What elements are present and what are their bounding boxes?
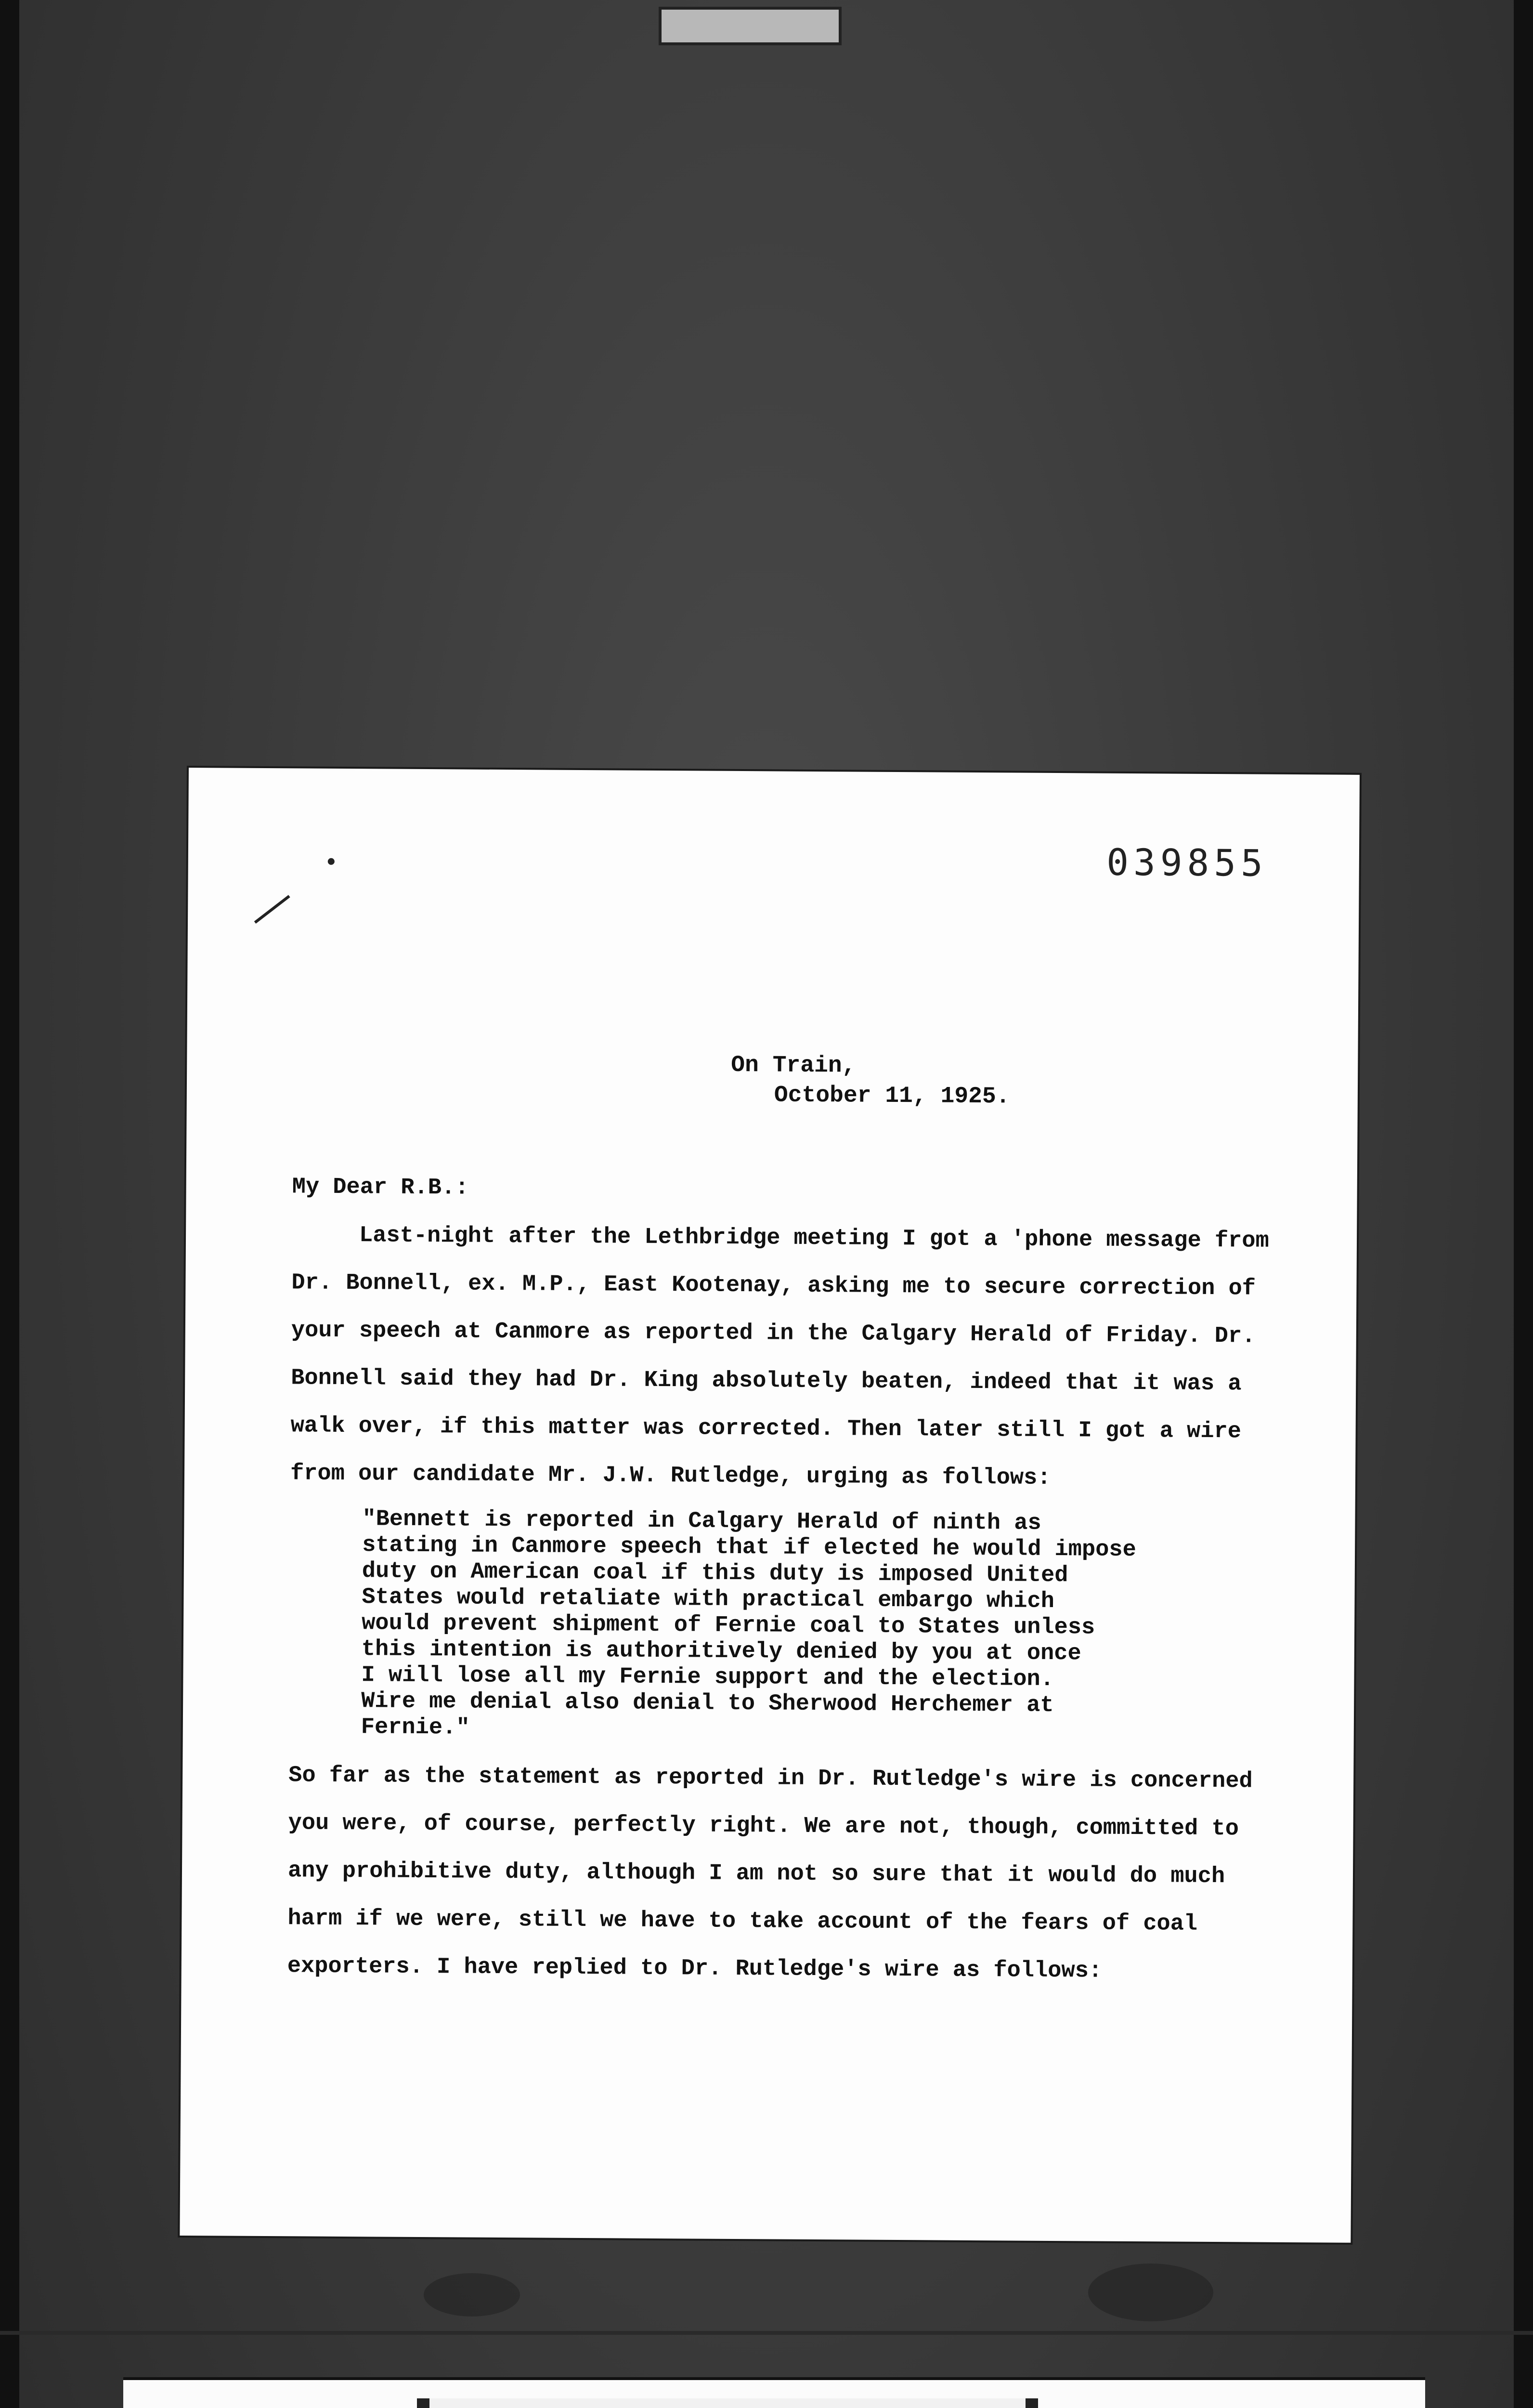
- letter-body: [287, 1168, 1293, 1996]
- paragraph: Last-night after the Lethbridge meeting I got a 'phone message from Dr. Bonnell, ex. M.P., East Kootenay, asking me to secure correction of your speech at Canmore as reported in the Calgary Herald of Friday. Dr. Bonnell said they had Dr. King absolutely beaten, indeed that it was a walk over, if this matter was corrected. Then later still I got a wire from our candidate Mr. J.W. Rutledge, urging as follows:: [290, 1223, 1269, 1491]
- pencil-mark: [254, 895, 290, 924]
- paper-mark: [328, 858, 335, 865]
- dateline-date: October 11, 1925.: [774, 1082, 1010, 1110]
- archive-label: [123, 2377, 1425, 2408]
- letter-page: [180, 768, 1360, 2243]
- quoted-telegram: "Bennett is reported in Calgary Herald of ninth as stating in Canmore speech that if elected he would impose duty on American coal if this duty is imposed United States would retaliate with practical embargo which would prevent shipment of Fernie coal to States unless this intention is authoritively denied by you at once I will lose all my Fernie support and the election. Wire me denial also denial to Sherwood Herchemer at Fernie.": [361, 1506, 1136, 1741]
- salutation: My Dear R.B.:: [292, 1174, 469, 1201]
- mounting-tab: [659, 7, 842, 45]
- dateline-place: On Train,: [731, 1052, 856, 1079]
- right-film-edge: [1514, 0, 1533, 2408]
- mount-board-line: [0, 2331, 1533, 2335]
- dateline: [731, 1050, 1010, 1112]
- collection-reference: [417, 2398, 1038, 2408]
- closing-paragraph: So far as the statement as reported in Dr. Rutledge's wire is concerned you were, of course, perfectly right. We are not, though, committed to any prohibitive duty, although I am not so sure that it would do much harm if we were, still we have to take account of the fears of coal exporters. I have replied to Dr. Rutledge's wire as follows:: [287, 1763, 1253, 1984]
- smudge: [424, 2273, 520, 2316]
- document-number: 039855: [1106, 840, 1268, 885]
- left-film-edge: [0, 0, 19, 2408]
- smudge: [1088, 2264, 1213, 2321]
